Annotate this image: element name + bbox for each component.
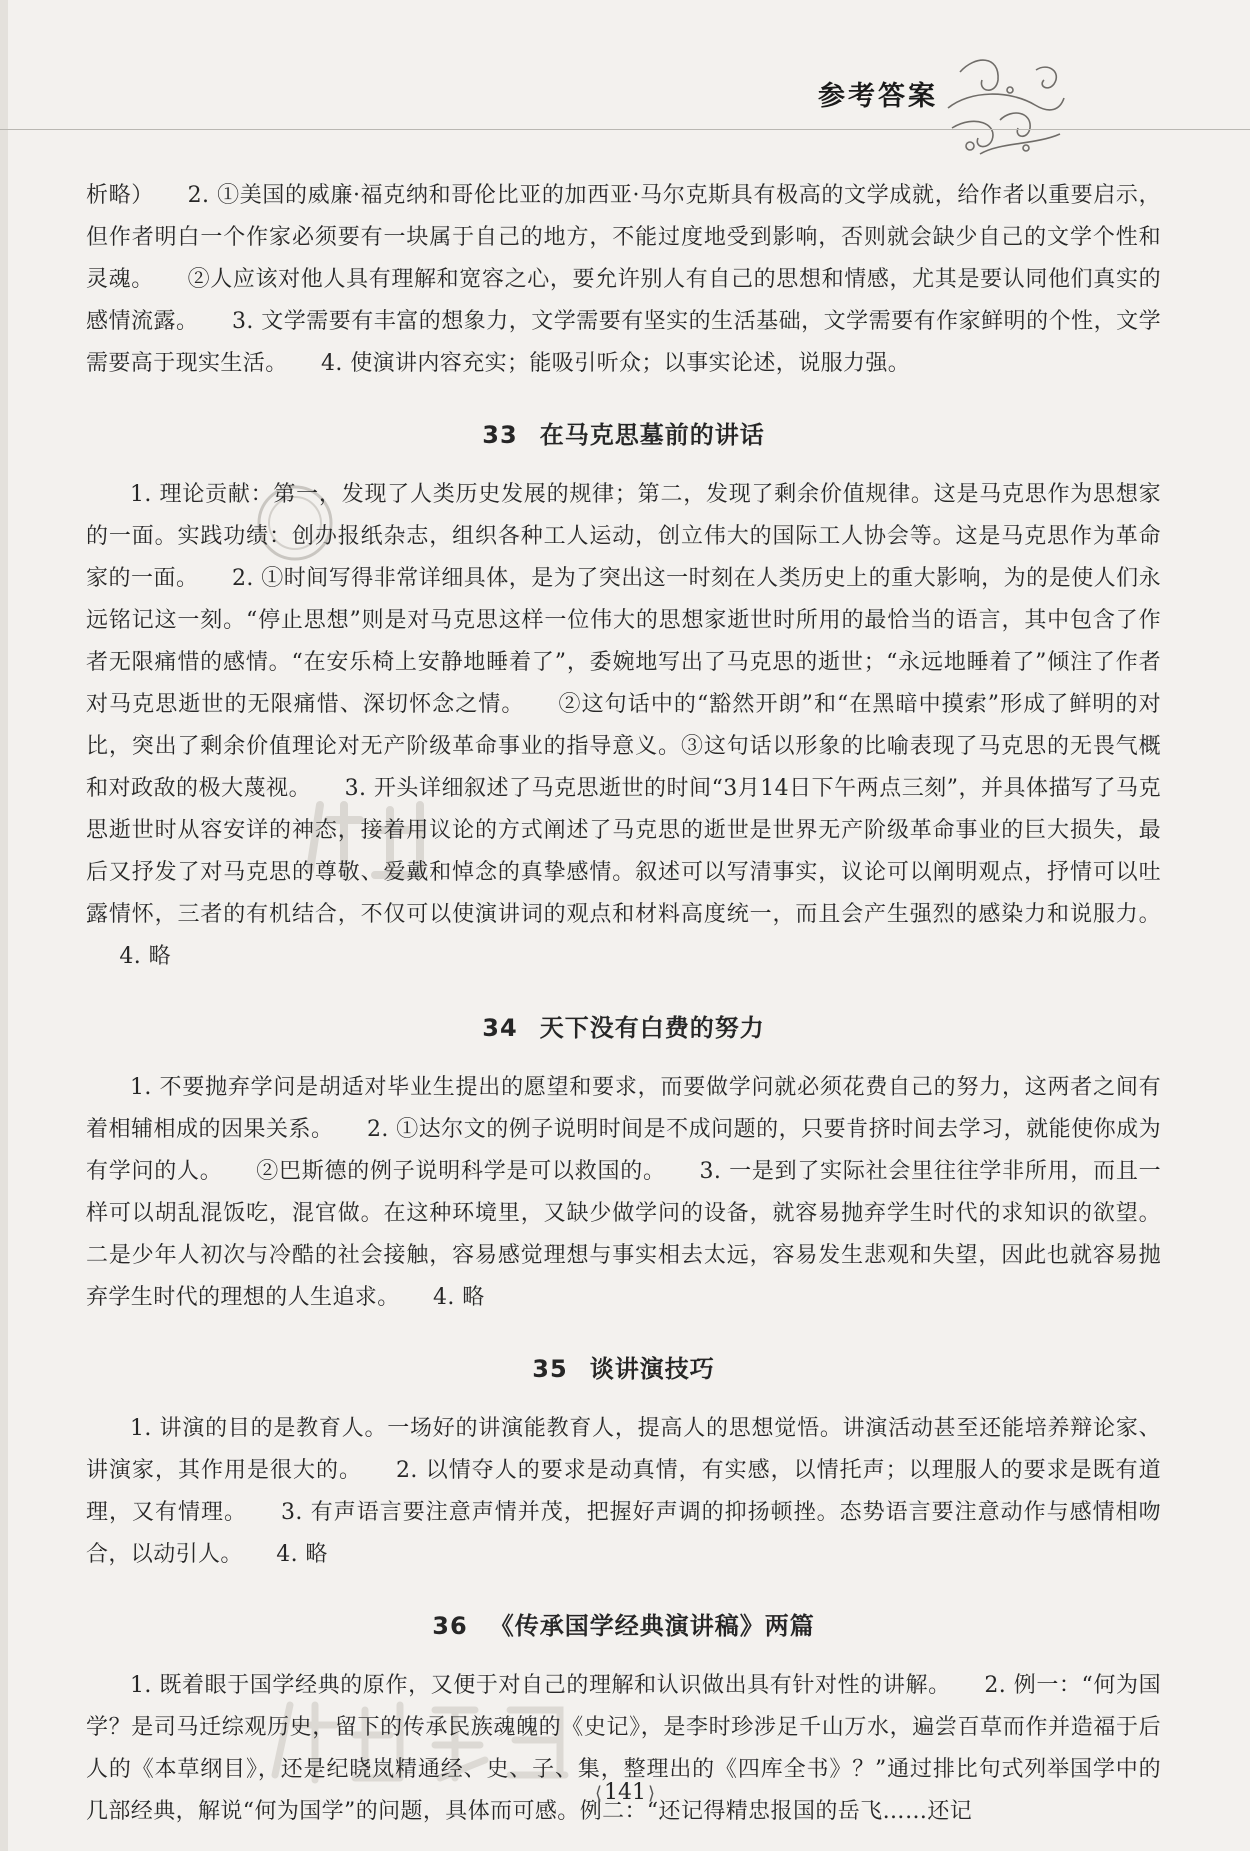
answer-text: 4. 略 (433, 1285, 485, 1310)
answer-text: 1. 不要抛弃学问是胡适对毕业生提出的愿望和要求，而要做学问就必须花费自己的努力，这两者之间有着相辅相成的因果关系。 (86, 1075, 1161, 1142)
answer-text: ②这句话中的“豁然开朗”和“在黑暗中摸索”形成了鲜明的对比，突出了剩余价值理论对无产阶级革命事业的指导意义。③这句话以形象的比喻表现了马克思的无畏气概和对政敌的极大蔑视。 (86, 692, 1161, 801)
page-number-value: 141 (604, 1780, 646, 1805)
section-number: 35 (532, 1355, 568, 1383)
answer-text: ②巴斯德的例子说明科学是可以救国的。 (256, 1159, 666, 1184)
answer-text: 2. ①美国的威廉·福克纳和哥伦比亚的加西亚·马尔克斯具有极高的文学成就，给作者以重要启示，但作者明白一个作家必须要有一块属于自己的地方，不能过度地受到影响，否则就会缺少自己的文学个性和灵魂。 (86, 183, 1161, 292)
answer-text: 析略） (86, 183, 154, 208)
header-title: 参考答案 (818, 81, 938, 112)
answer-text: 1. 讲演的目的是教育人。一场好的讲演能教育人，提高人的思想觉悟。讲演活动甚至还能培养辩论家、讲演家，其作用是很大的。 (86, 1416, 1161, 1483)
answer-text: 4. 略 (276, 1542, 328, 1567)
section-number: 34 (482, 1014, 518, 1042)
answer-text: 2. ①时间写得非常详细具体，是为了突出这一时刻在人类历史上的重大影响，为的是使人们永远铭记这一刻。“停止思想”则是对马克思这样一位伟大的思想家逝世时所用的最恰当的语言，其中包含了作者无限痛惜的感情。“在安乐椅上安静地睡着了”，委婉地写出了马克思的逝世；“永远地睡着了”倾注了作者对马克思逝世的无限痛惜、深切怀念之情。 (86, 566, 1161, 717)
answer-text: 1. 理论贡献：第一，发现了人类历史发展的规律；第二，发现了剩余价值规律。这是马克思作为思想家的一面。实践功绩：创办报纸杂志，组织各种工人运动，创立伟大的国际工人协会等。这是马克思作为革命家的一面。 (86, 482, 1161, 591)
section-answers (86, 474, 1161, 978)
page-number: ⟨141 ⟩ (594, 1780, 656, 1805)
section-heading (86, 415, 1161, 450)
answer-text: 3. 开头详细叙述了马克思逝世的时间“3月14日下午两点三刻”，并具体描写了马克思逝世时从容安详的神态，接着用议论的方式阐述了马克思的逝世是世界无产阶级革命事业的巨大损失，最后又抒发了对马克思的尊敬、爱戴和悼念的真挚感情。叙述可以写清事实，议论可以阐明观点，抒情可以吐露情怀，三者的有机结合，不仅可以使演讲词的观点和材料高度统一，而且会产生强烈的感染力和说服力。 (86, 776, 1161, 927)
answer-text: 2. 以情夺人的要求是动真情，有实感，以情托声；以理服人的要求是既有道理，又有情理。 (86, 1458, 1161, 1525)
section-title: 天下没有白费的努力 (539, 1014, 765, 1042)
answer-text: 3. 一是到了实际社会里往往学非所用，而且一样可以胡乱混饭吃，混官做。在这种环境里，又缺少做学问的设备，就容易抛弃学生时代的求知识的欲望。二是少年人初次与冷酷的社会接触，容易感觉理想与事实相去太远，容易发生悲观和失望，因此也就容易抛弃学生时代的理想的人生追求。 (86, 1159, 1161, 1310)
answer-text: 3. 文学需要有丰富的想象力，文学需要有坚实的生活基础，文学需要有作家鲜明的个性，文学需要高于现实生活。 (86, 309, 1161, 376)
answer-text: ②人应该对他人具有理解和宽容之心，要允许别人有自己的思想和情感，尤其是要认同他们真实的感情流露。 (86, 267, 1161, 334)
answer-text: 2. 例一：“何为国学？是司马迁综观历史，留下的传承民族魂魄的《史记》，是李时珍涉足千山万水，遍尝百草而作并造福于后人的《本草纲目》，还是纪晓岚精通经、史、子、集，整理出的《四库全书》？”通过排比句式列举国学中的几部经典，解说“何为国学”的问题，具体而可感。例二：“还记得精忠报国的岳飞……还记 (86, 1673, 1162, 1824)
answer-text: 1. 既着眼于国学经典的原作，又便于对自己的理解和认识做出具有针对性的讲解。 (130, 1673, 951, 1698)
section-number: 36 (432, 1612, 468, 1640)
section-title: 谈讲演技巧 (589, 1355, 715, 1383)
section-answers (86, 1408, 1161, 1576)
section-title: 在马克思墓前的讲话 (539, 421, 765, 449)
answer-text: 3. 有声语言要注意声情并茂，把握好声调的抑扬顿挫。态势语言要注意动作与感情相吻合，以动引人。 (86, 1500, 1161, 1567)
section-heading (86, 1008, 1161, 1043)
floral-ornament-icon (940, 50, 1068, 160)
header-rule (0, 129, 1250, 130)
section-heading (86, 1606, 1161, 1641)
section-title: 《传承国学经典演讲稿》两篇 (489, 1612, 815, 1640)
answer-text: 4. 略 (119, 944, 171, 969)
intro-paragraph (86, 175, 1161, 385)
answer-text: 2. ①达尔文的例子说明时间是不成问题的，只要肯挤时间去学习，就能使你成为有学问的人。 (86, 1117, 1161, 1184)
answer-text: 4. 使演讲内容充实；能吸引听众；以事实论述，说服力强。 (321, 351, 911, 376)
section-heading (86, 1349, 1161, 1384)
answer-content (86, 175, 1161, 1833)
section-answers (86, 1067, 1161, 1319)
section-number: 33 (482, 421, 518, 449)
section-answers (86, 1665, 1161, 1833)
